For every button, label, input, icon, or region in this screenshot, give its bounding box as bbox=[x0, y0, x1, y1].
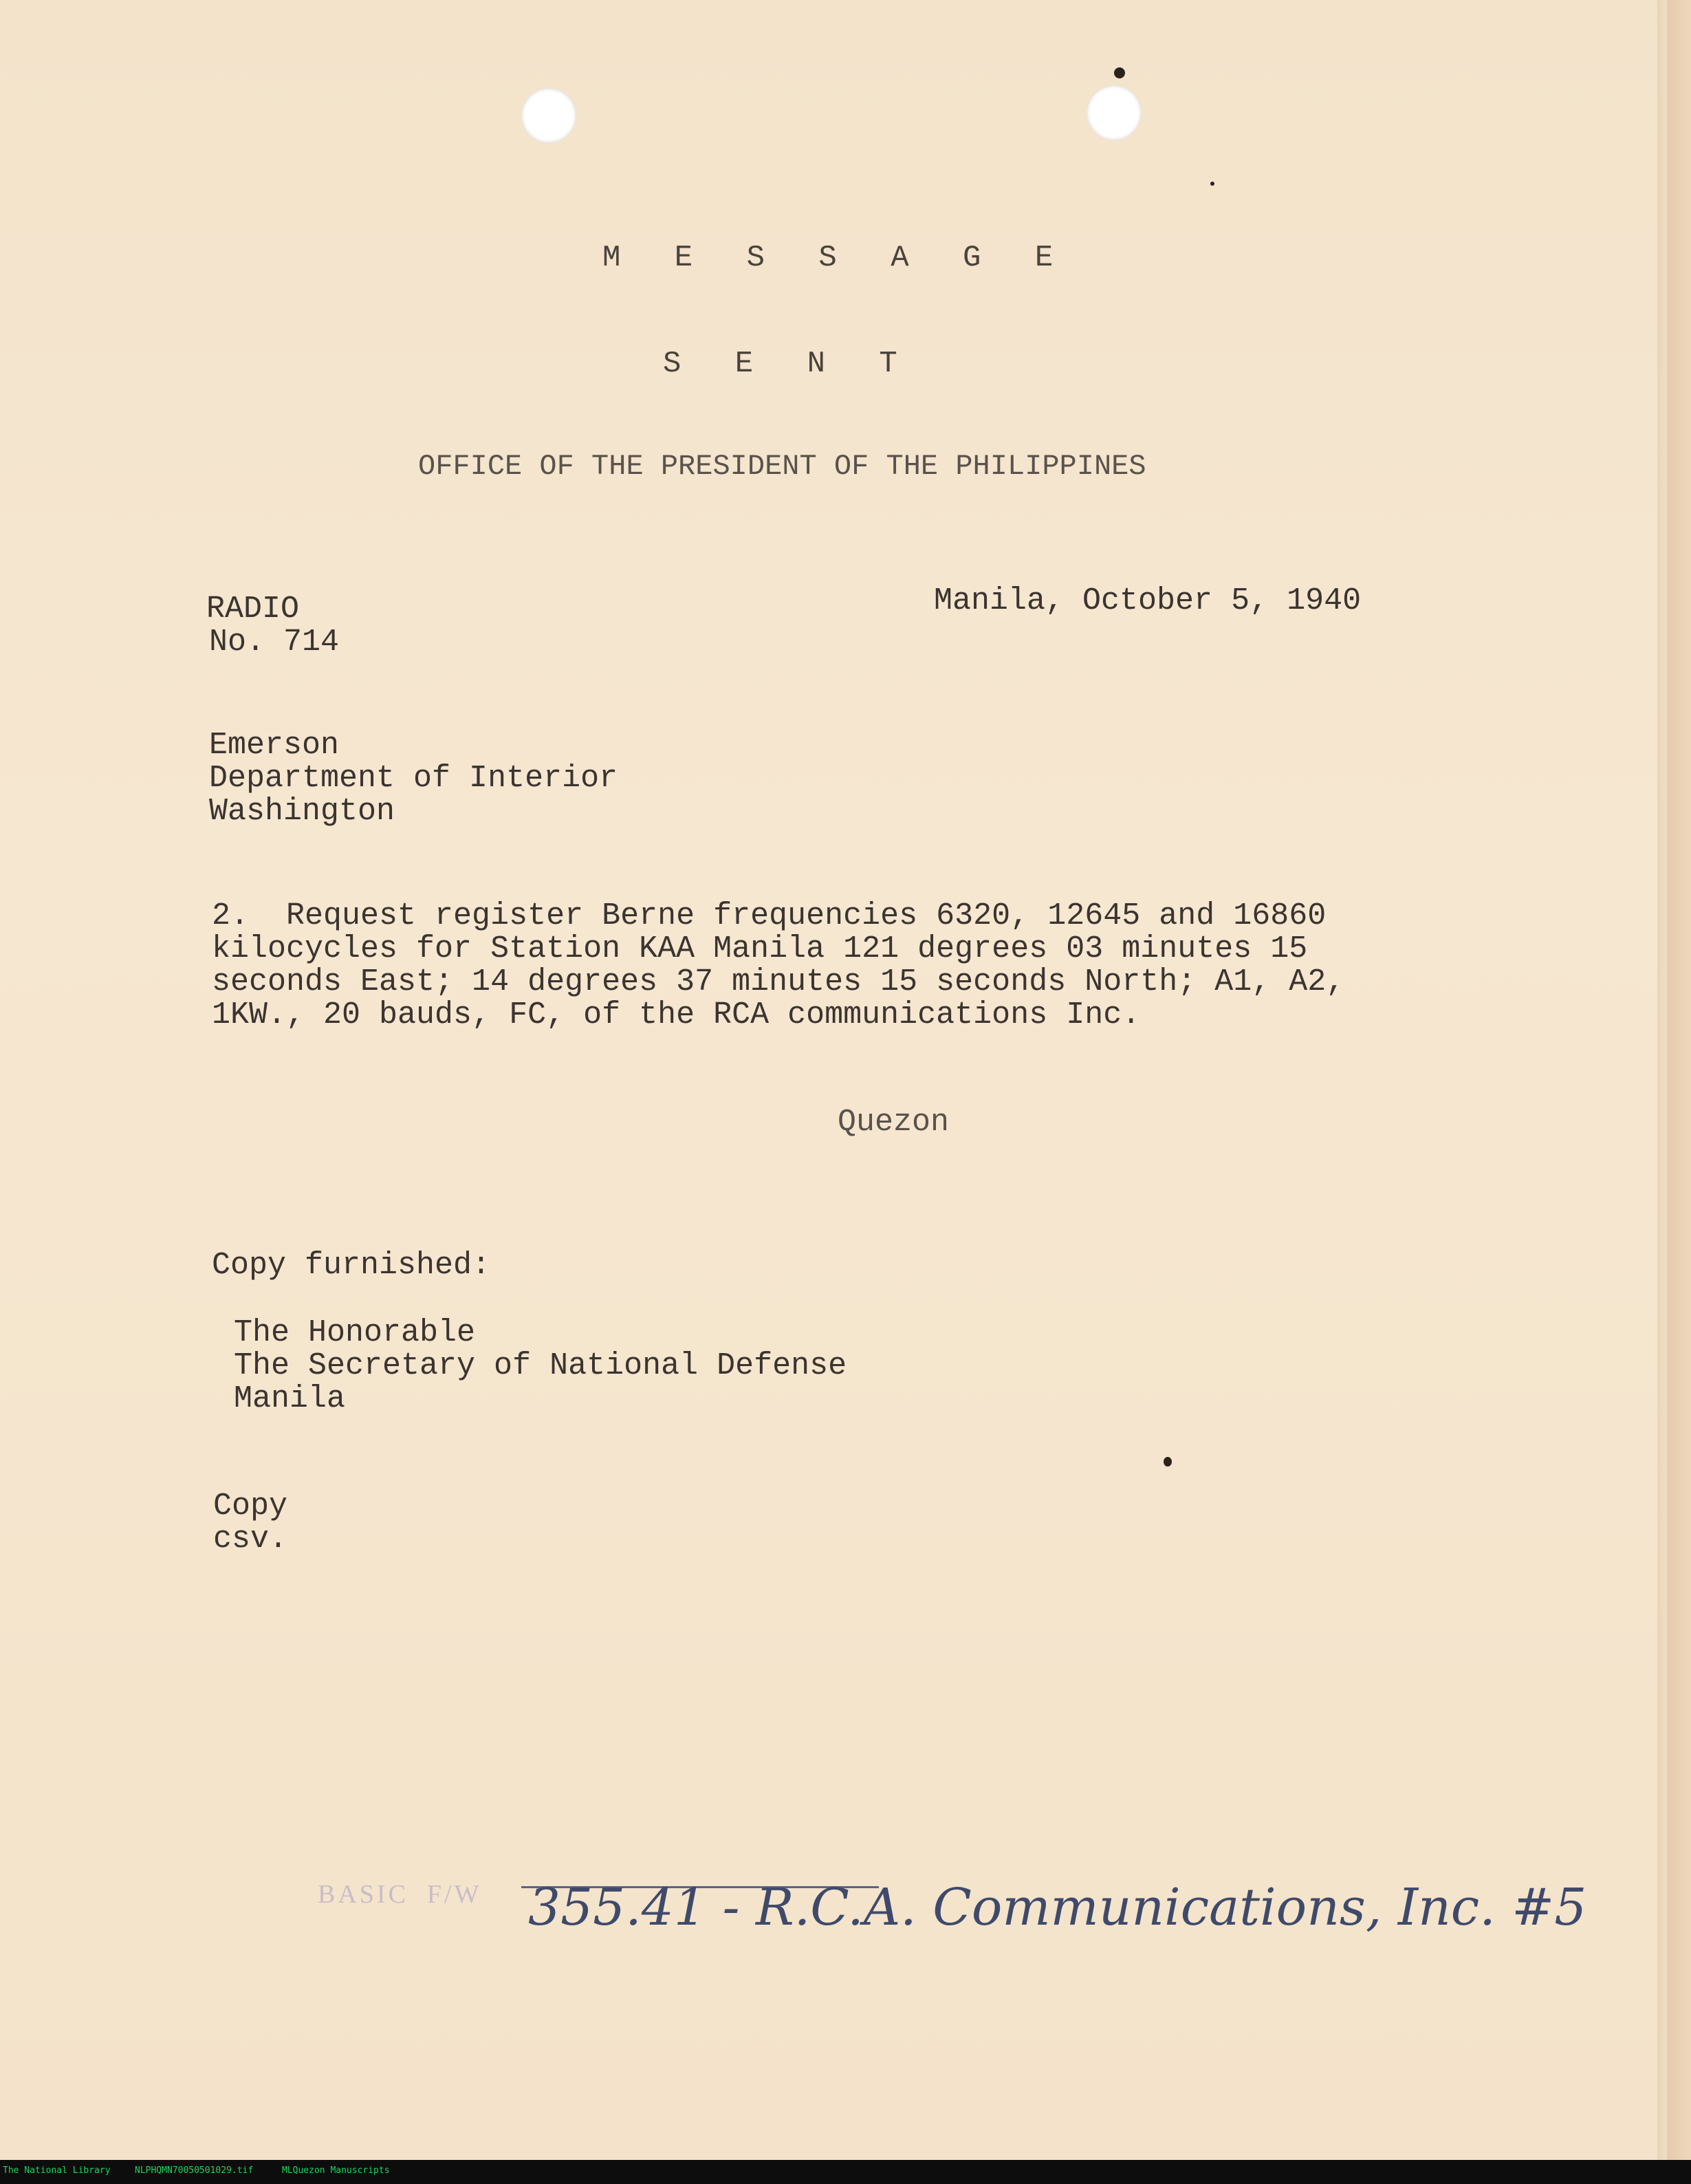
basic-fw-stamp: BASIC F/W bbox=[318, 1880, 482, 1909]
heading-sent: S E N T bbox=[663, 347, 915, 381]
scan-footer-bar bbox=[0, 2160, 1691, 2184]
ink-speck bbox=[1164, 1457, 1172, 1467]
footer-library: The National Library bbox=[3, 2165, 111, 2176]
message-type: RADIO bbox=[206, 592, 300, 627]
copy-furnished-label: Copy furnished: bbox=[212, 1248, 491, 1283]
copy-furnished-line: Manila bbox=[234, 1381, 346, 1416]
copy-note-initials: csv. bbox=[213, 1522, 288, 1557]
signature: Quezon bbox=[838, 1105, 950, 1140]
message-line: kilocycles for Station KAA Manila 121 degrees 03 minutes 15 bbox=[212, 931, 1308, 966]
addressee-department: Department of Interior bbox=[209, 761, 618, 796]
ink-speck bbox=[1114, 67, 1125, 78]
paper-edge bbox=[1657, 0, 1667, 2160]
punch-hole-left bbox=[521, 88, 576, 143]
office-title: OFFICE OF THE PRESIDENT OF THE PHILIPPINES bbox=[418, 450, 1146, 483]
message-line: 1KW., 20 bauds, FC, of the RCA communications Inc. bbox=[212, 997, 1141, 1032]
addressee-city: Washington bbox=[209, 794, 395, 829]
ink-speck bbox=[1210, 182, 1214, 186]
handwritten-file-reference: 355.41 - R.C.A. Communications, Inc. #5 bbox=[528, 1878, 1587, 1937]
message-line: seconds East; 14 degrees 37 minutes 15 seconds North; A1, A2, bbox=[212, 964, 1345, 999]
message-number: No. 714 bbox=[209, 625, 340, 660]
place-date: Manila, October 5, 1940 bbox=[934, 583, 1362, 618]
punch-hole-right bbox=[1087, 85, 1142, 140]
addressee-name: Emerson bbox=[209, 728, 340, 763]
copy-furnished-line: The Honorable bbox=[234, 1315, 476, 1350]
heading-message: M E S S A G E bbox=[602, 241, 1071, 275]
message-line: 2. Request register Berne frequencies 6320, 12645 and 16860 bbox=[212, 898, 1327, 933]
footer-collection: MLQuezon Manuscripts bbox=[282, 2165, 390, 2176]
paper-underlay bbox=[1667, 0, 1691, 2160]
copy-note: Copy bbox=[213, 1489, 288, 1524]
copy-furnished-line: The Secretary of National Defense bbox=[234, 1348, 847, 1383]
footer-filename: NLPHQMN70050501029.tif bbox=[135, 2165, 254, 2176]
